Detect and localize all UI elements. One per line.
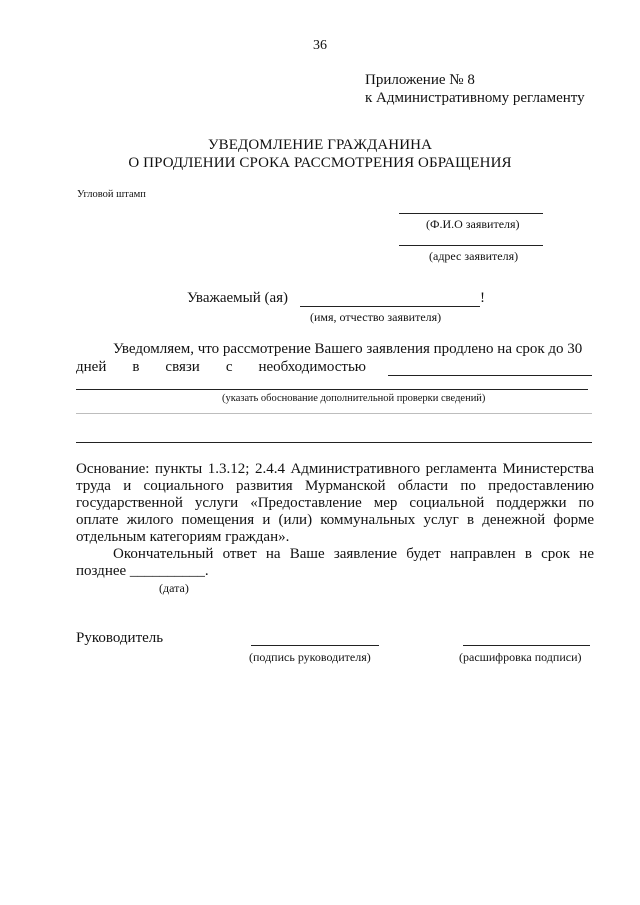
reason-line-4	[76, 442, 592, 443]
notice-word: дней	[76, 359, 107, 375]
applicant-name-caption: (Ф.И.О заявителя)	[426, 217, 520, 231]
basis-line-2: труда и социального развития Мурманской области по предоставлению	[76, 478, 594, 494]
page-number: 36	[313, 38, 327, 53]
notice-word: с	[225, 359, 233, 375]
document-title: УВЕДОМЛЕНИЕ ГРАЖДАНИНА	[207, 137, 433, 153]
signature-decoding-caption: (расшифровка подписи)	[459, 650, 582, 664]
applicant-address-caption: (адрес заявителя)	[429, 249, 519, 263]
salutation-caption: (имя, отчество заявителя)	[310, 310, 442, 324]
basis-line-5: отдельным категориям граждан».	[76, 529, 290, 545]
reason-line-1	[388, 375, 592, 376]
basis-line-4: оплате жилого помещения и (или) коммунальных услуг в денежной форме	[76, 512, 594, 528]
salutation-name-line	[300, 306, 480, 307]
reason-line-2	[76, 389, 588, 390]
date-caption: (дата)	[159, 581, 189, 595]
appendix-reference: к Административному регламенту	[365, 90, 585, 106]
notice-line-2	[76, 359, 366, 376]
salutation-exclamation: !	[480, 290, 485, 306]
applicant-address-line	[399, 245, 543, 246]
salutation-text: Уважаемый (ая)	[187, 290, 289, 306]
document-subtitle: О ПРОДЛЕНИИ СРОКА РАССМОТРЕНИЯ ОБРАЩЕНИЯ	[128, 155, 512, 171]
final-answer-line-2: позднее __________.	[76, 563, 209, 579]
basis-line-3: государственной услуги «Предоставление мер социальной поддержки по	[76, 495, 594, 511]
notice-line-1: Уведомляем, что рассмотрение Вашего заявления продлено на срок до 30	[113, 341, 583, 357]
reason-caption: (указать обоснование дополнительной проверки сведений)	[222, 393, 486, 404]
notice-word: связи	[165, 359, 200, 375]
signatory-role: Руководитель	[76, 630, 164, 646]
reason-line-3	[76, 413, 592, 414]
notice-word: в	[132, 359, 140, 375]
notice-word: необходимостью	[258, 359, 366, 375]
basis-line-1: Основание: пункты 1.3.12; 2.4.4 Административного регламента Министерства	[76, 461, 594, 477]
final-answer-line-1: Окончательный ответ на Ваше заявление будет направлен в срок не	[113, 546, 594, 562]
corner-stamp-label: Угловой штамп	[77, 189, 146, 200]
signature-caption: (подпись руководителя)	[249, 650, 371, 664]
signature-line	[251, 645, 379, 646]
signature-decoding-line	[463, 645, 590, 646]
appendix-number: Приложение № 8	[365, 72, 475, 88]
applicant-name-line	[399, 213, 543, 214]
